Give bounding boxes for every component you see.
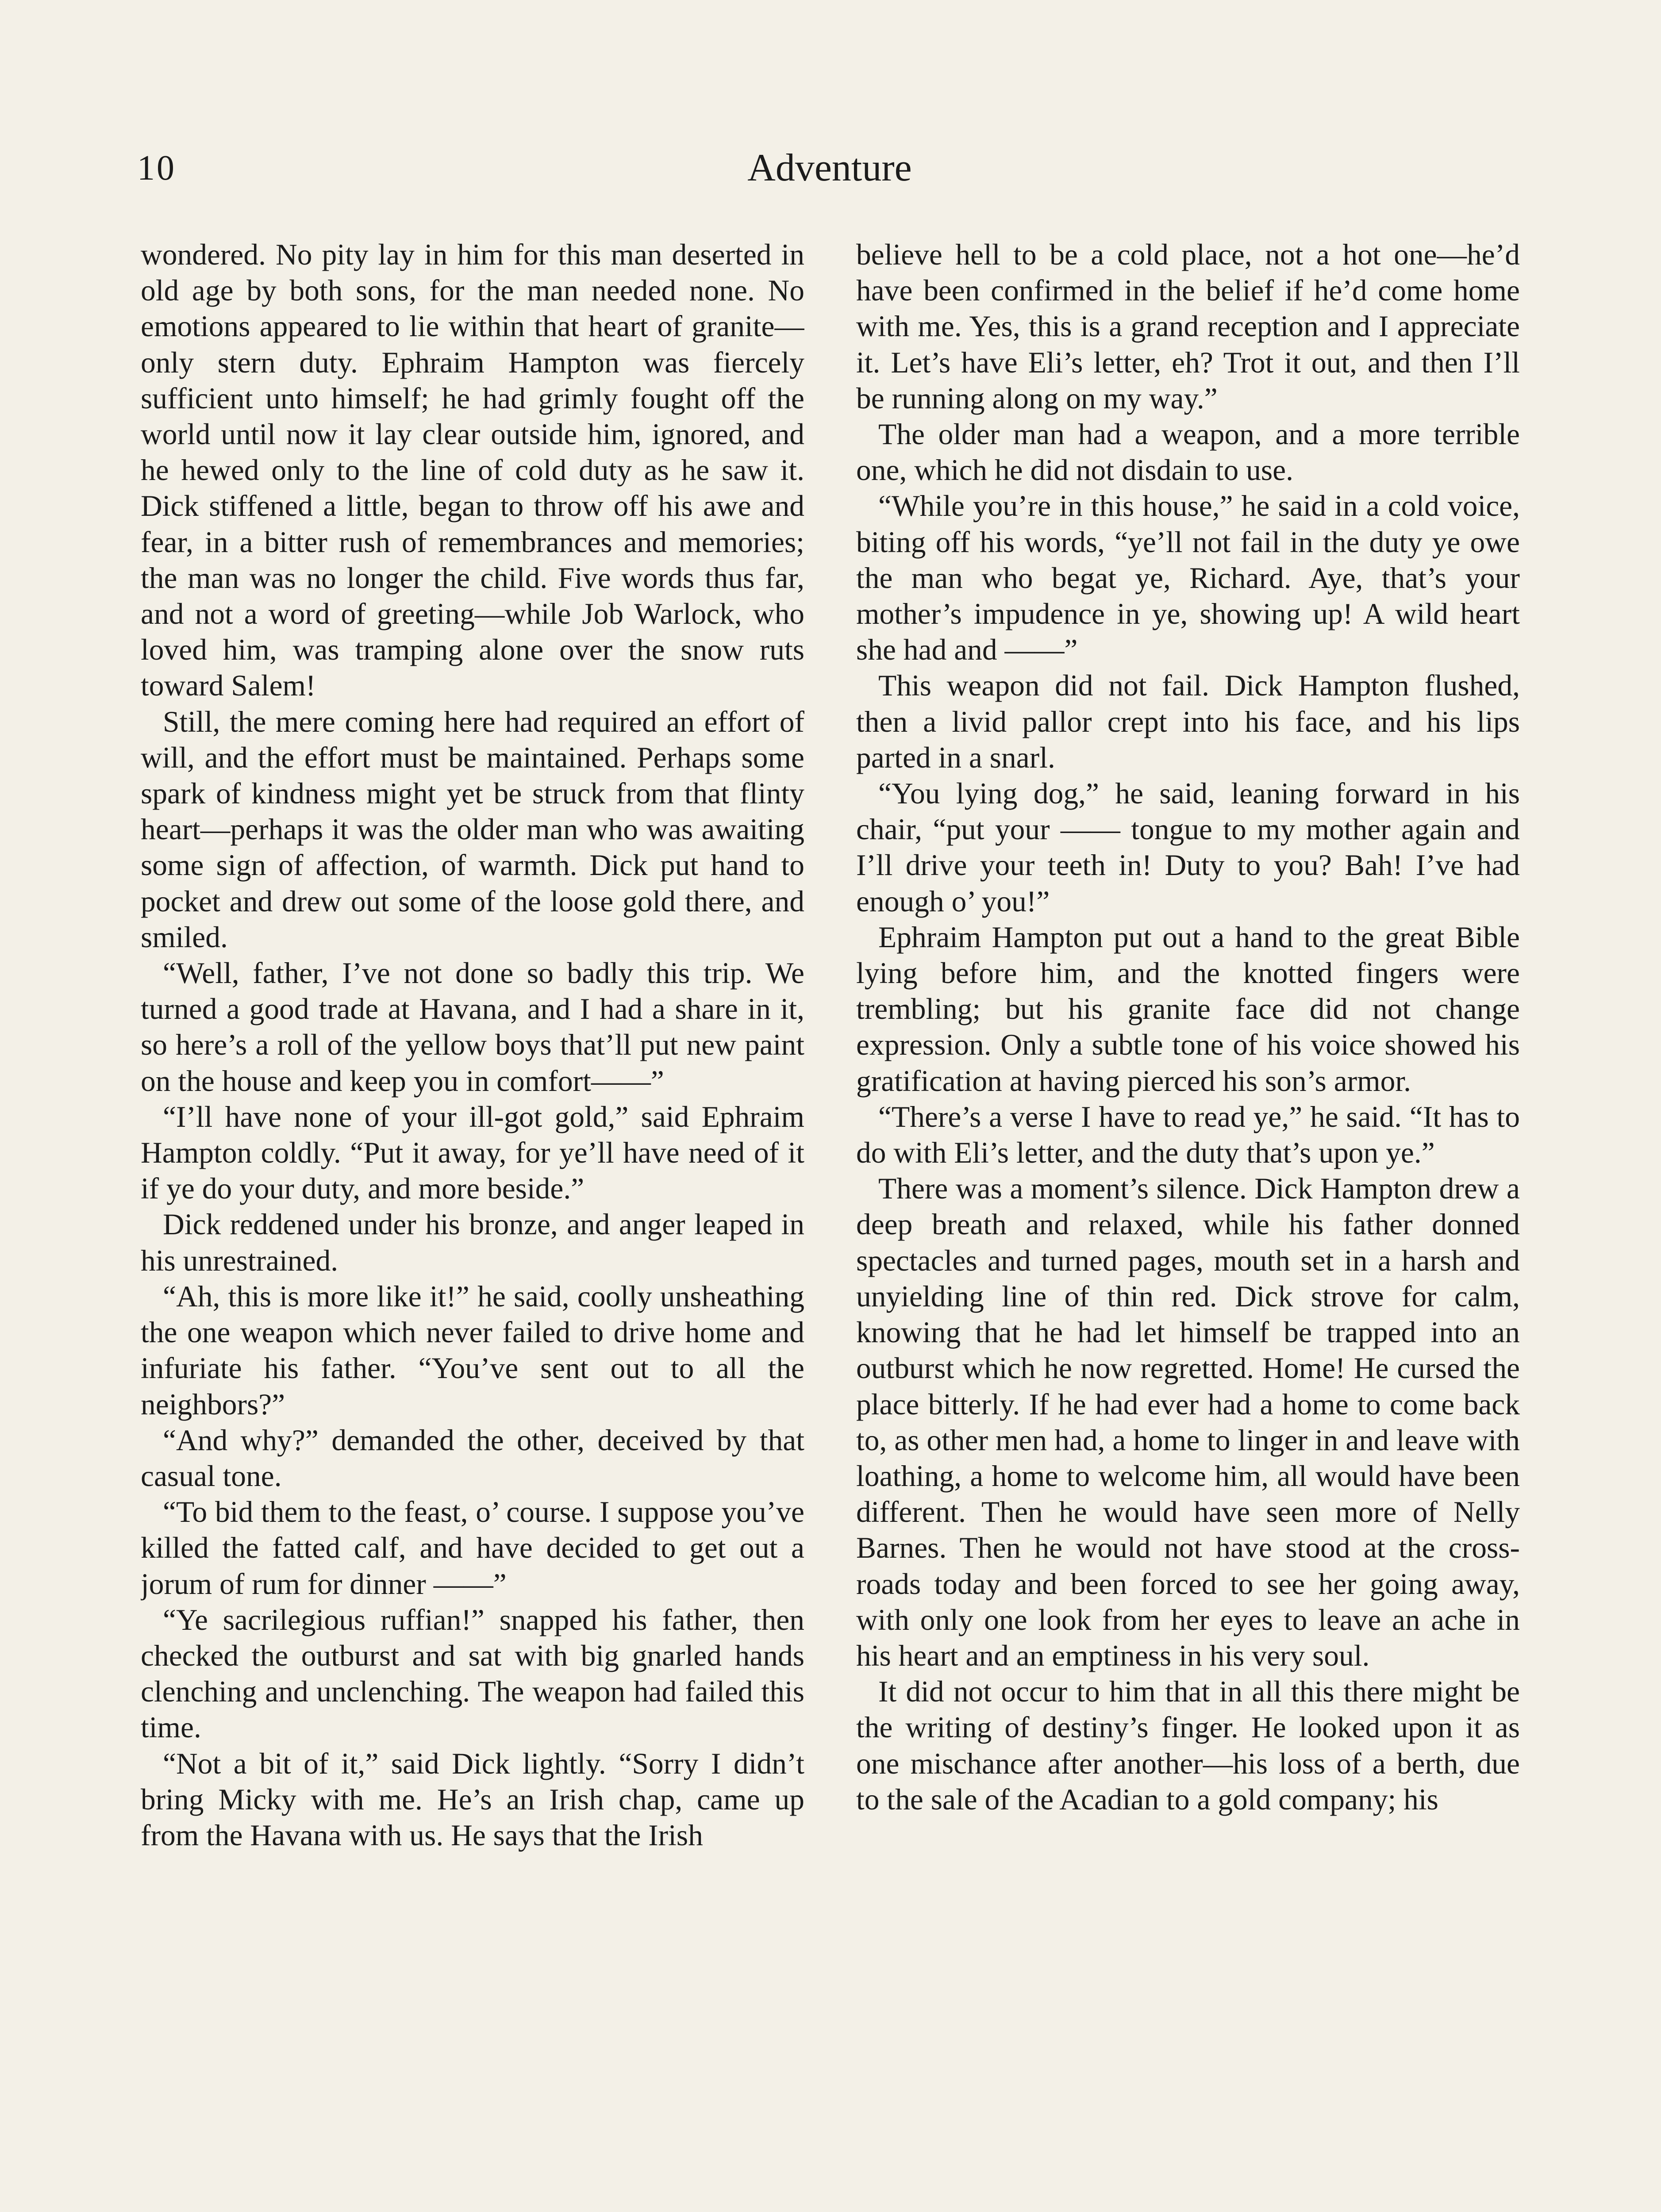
paragraph: “To bid them to the feast, o’ course. I suppose you’ve killed the fatted calf, and have decided to get out a jorum of rum for dinner ——”	[141, 1495, 804, 1601]
page-header	[137, 146, 1522, 199]
paragraph: “Ah, this is more like it!” he said, coolly unsheathing the one weapon which never failed to drive home and infuriate his father. “You’ve sent out to all the neighbors?”	[141, 1279, 804, 1421]
paragraph: “Not a bit of it,” said Dick lightly. “Sorry I didn’t bring Micky with me. He’s an Irish chap, came up from the Havana with us. He says that the Irish	[141, 1747, 804, 1852]
paragraph: Still, the mere coming here had required an effort of will, and the effort must be maintained. Perhaps some spark of kindness might yet be struck from that flinty heart—perhaps it was the older man who was awaiting some sign of affection, of warmth. Dick put hand to pocket and drew out some of the loose gold there, and smiled.	[141, 705, 804, 954]
paragraph: “Ye sacrilegious ruffian!” snapped his father, then checked the outburst and sat with big gnarled hands clenching and unclenching. The weapon had failed this time.	[141, 1603, 804, 1744]
paragraph: “There’s a verse I have to read ye,” he said. “It has to do with Eli’s letter, and the duty that’s upon ye.”	[856, 1100, 1520, 1170]
paragraph: This weapon did not fail. Dick Hampton flushed, then a livid pallor crept into his face, and his lips parted in a snarl.	[856, 669, 1520, 774]
paragraph: believe hell to be a cold place, not a hot one—he’d have been confirmed in the belief if he’d come home with me. Yes, this is a grand reception and I appreciate it. Let’s have Eli’s letter, eh? Trot it out, and then I’ll be running along on my way.”	[856, 238, 1520, 415]
paragraph: It did not occur to him that in all this there might be the writing of destiny’s finger. He looked upon it as one mischance after another—his loss of a berth, due to the sale of the Acadian to a gold company; his	[856, 1675, 1520, 1816]
left-column	[141, 237, 804, 2212]
paragraph: wondered. No pity lay in him for this man deserted in old age by both sons, for the man needed none. No emotions appeared to lie within that heart of granite—only stern duty. Ephraim Hampton was fiercely sufficient unto himself; he had grimly fought off the world until now it lay clear outside him, ignored, and he hewed only to the line of cold duty as he saw it. Dick stiffened a little, began to throw off his awe and fear, in a bitter rush of remembrances and memories; the man was no longer the child. Five words thus far, and not a word of greeting—while Job Warlock, who loved him, was tramping alone over the snow ruts toward Salem!	[141, 238, 804, 703]
paragraph: The older man had a weapon, and a more terrible one, which he did not disdain to use.	[856, 418, 1520, 487]
paragraph: There was a moment’s silence. Dick Hampton drew a deep breath and relaxed, while his father donned spectacles and turned pages, mouth set in a harsh and unyielding line of thin red. Dick strove for calm, knowing that he had let himself be trapped into an outburst which he now regretted. Home! He cursed the place bitterly. If he had ever had a home to come back to, as other men had, a home to linger in and leave with loathing, a home to welcome him, all would have been different. Then he would have seen more of Nelly Barnes. Then he would not have stood at the crossroads today and been forced to see her going away, with only one look from her eyes to leave an ache in his heart and an emptiness in his very soul.	[856, 1172, 1520, 1672]
paragraph: Dick reddened under his bronze, and anger leaped in his unrestrained.	[141, 1208, 804, 1277]
paragraph: “And why?” demanded the other, deceived by that casual tone.	[141, 1423, 804, 1493]
paragraph: “I’ll have none of your ill-got gold,” said Ephraim Hampton coldly. “Put it away, for ye’ll have need of it if ye do your duty, and more beside.”	[141, 1100, 804, 1206]
paragraph: “Well, father, I’ve not done so badly this trip. We turned a good trade at Havana, and I had a share in it, so here’s a roll of the yellow boys that’ll put new paint on the house and keep you in comfort——”	[141, 956, 804, 1098]
page-number: 10	[137, 149, 176, 188]
running-title: Adventure	[747, 146, 912, 189]
right-column	[856, 237, 1520, 2212]
paragraph: “You lying dog,” he said, leaning forward in his chair, “put your —— tongue to my mother again and I’ll drive your teeth in! Duty to you? Bah! I’ve had enough o’ you!”	[856, 777, 1520, 918]
paragraph: “While you’re in this house,” he said in a cold voice, biting off his words, “ye’ll not fail in the duty ye owe the man who begat ye, Richard. Aye, that’s your mother’s impudence in ye, showing up! A wild heart she had and ——”	[856, 489, 1520, 667]
paragraph: Ephraim Hampton put out a hand to the great Bible lying before him, and the knotted fingers were trembling; but his granite face did not change expression. Only a subtle tone of his voice showed his gratification at having pierced his son’s armor.	[856, 920, 1520, 1098]
